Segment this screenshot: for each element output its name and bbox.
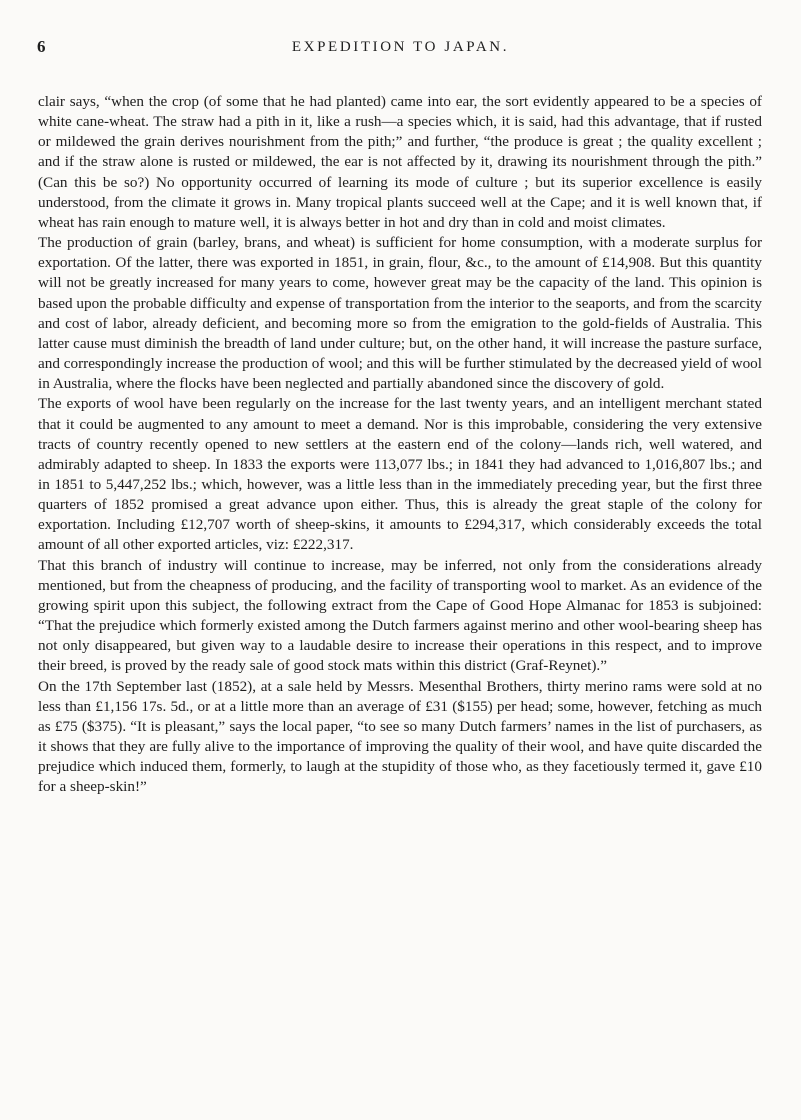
page-number: 6 bbox=[37, 37, 46, 56]
paragraph: The exports of wool have been regularly on the increase for the last twenty years, and an intelligent merchant stated that it could be augmented to any amount to meet a demand. Nor is this improbable, considering the very extensive tracts of country recently opened to new settlers at the eastern end of the colony—lands rich, well watered, and admirably adapted to sheep. In 1833 the exports were 113,077 lbs.; in 1841 they had advanced to 1,016,807 lbs.; and in 1851 to 5,447,252 lbs.; which, however, was a little less than in the immediately preceding year, but the first three quarters of 1852 promised a great advance upon either. Thus, this is already the great staple of the colony for exportation. Including £12,707 worth of sheep-skins, it amounts to £294,317, which considerably exceeds the total amount of all other exported articles, viz: £222,317. bbox=[38, 395, 762, 554]
paragraph: That this branch of industry will continue to increase, may be inferred, not only from the considerations already mentioned, but from the cheapness of producing, and the facility of transporting wool to market. As an evidence of the growing spirit upon this subject, the following extract from the Cape of Good Hope Almanac for 1853 is subjoined: “That the prejudice which formerly existed among the Dutch farmers against merino and other wool-bearing sheep has not only disappeared, but given way to a laudable desire to increase their operations in this respect, and to improve their breed, is proved by the ready sale of good stock mats within this district (Graf-Reynet).” bbox=[38, 556, 762, 675]
running-title: EXPEDITION TO JAPAN. bbox=[291, 39, 510, 55]
paragraph: The production of grain (barley, brans, and wheat) is sufficient for home consumption, with a moderate surplus for exportation. Of the latter, there was exported in 1851, in grain, flour, &c., to the amount of £14,908. But this quantity will not be greatly increased for many years to come, however great may be the capacity of the land. This opinion is based upon the probable difficulty and expense of transportation from the interior to the seaports, and from the scarcity and cost of labor, already deficient, and becoming more so from the emigration to the gold-fields of Australia. This latter cause must diminish the breadth of land under culture; but, on the other hand, it will increase the pasture surface, and correspondingly increase the production of wool; and this will be further stimulated by the decreased yield of wool in Australia, where the flocks have been neglected and partially abandoned since the discovery of gold. bbox=[38, 234, 762, 393]
body-text bbox=[38, 92, 762, 797]
paragraph: clair says, “when the crop (of some that he had planted) came into ear, the sort evidently appeared to be a species of white cane-wheat. The straw had a pith in it, like a rush—a species which, it is said, had this advantage, that if rusted or mildewed the grain derives nourishment from the pith;” and further, “the produce is great ; the quality excellent ; and if the straw alone is rusted or mildewed, the ear is not affected by it, drawing its nourishment through the pith.” (Can this be so?) No opportunity occurred of learning its mode of culture ; but its superior excellence is easily understood, from the climate it grows in. Many tropical plants succeed well at the Cape; and it is well known that, if wheat has rain enough to mature well, it is always better in hot and dry than in cold and moist climates. bbox=[38, 93, 762, 231]
paragraph: On the 17th September last (1852), at a sale held by Messrs. Mesenthal Brothers, thirty merino rams were sold at no less than £1,156 17s. 5d., or at a little more than an average of £31 ($155) per head; some, however, fetching as much as £75 ($375). “It is pleasant,” says the local paper, “to see so many Dutch farmers’ names in the list of purchasers, as it shows that they are fully alive to the importance of improving the quality of their wool, and have quite discarded the prejudice which induced them, formerly, to laugh at the stupidity of those who, as they facetiously termed it, gave £10 for a sheep-skin!” bbox=[38, 677, 762, 796]
